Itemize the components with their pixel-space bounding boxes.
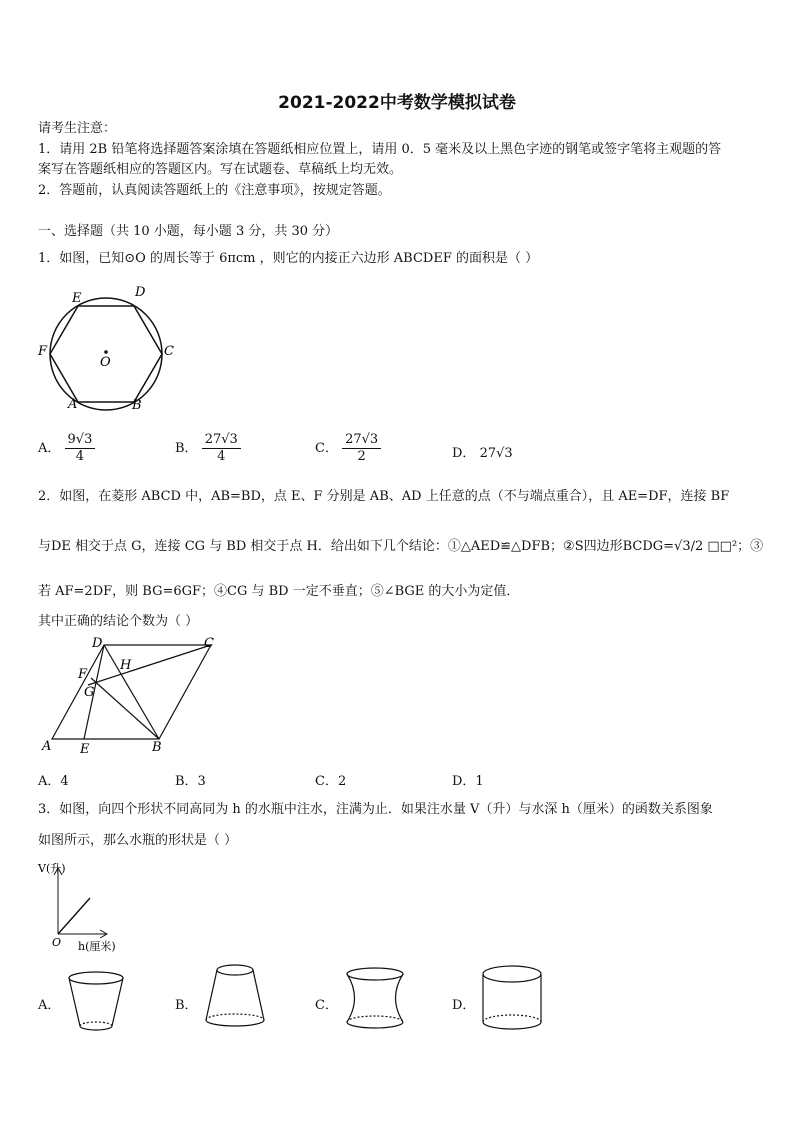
label-a: A: [68, 397, 78, 412]
label-g: G: [84, 685, 95, 700]
fraction: [202, 432, 241, 465]
label-o: O: [100, 355, 111, 370]
label-f: F: [78, 667, 88, 682]
hexagon-abcdef: [50, 306, 162, 402]
q2-option-d[interactable]: D．1: [452, 774, 484, 789]
q2-option-b[interactable]: B．3: [175, 774, 206, 789]
q3-option-a[interactable]: A．: [38, 998, 61, 1013]
label-e: E: [72, 291, 82, 306]
fraction: [65, 432, 96, 465]
label-a: A: [42, 739, 52, 754]
option-value: 27√3: [479, 446, 513, 461]
numerator: 9√3: [65, 432, 96, 449]
q1-option-a[interactable]: [38, 432, 95, 465]
circle-o: [50, 298, 162, 410]
bottle-a-icon: [64, 968, 128, 1038]
page-title: 2021-2022中考数学模拟试卷: [278, 93, 516, 113]
label-d: D: [92, 636, 103, 651]
q2-rhombus-figure: [36, 633, 226, 758]
center-point: [104, 350, 108, 354]
q2-option-c[interactable]: C．2: [315, 774, 347, 789]
option-letter: B．: [175, 441, 198, 456]
section-heading: 一、选择题（共 10 小题，每小题 3 分，共 30 分）: [38, 224, 339, 239]
label-e: E: [80, 742, 90, 757]
q3-line-1: 3．如图，向四个形状不同高同为 h 的水瓶中注水，注满为止．如果注水量 V（升）与水深 h（厘米）的函数关系图象: [38, 802, 713, 817]
label-d: D: [135, 285, 146, 300]
label-b: B: [152, 740, 162, 755]
notice-item-2: 2．答题前，认真阅读答题纸上的《注意事项》，按规定答题。: [38, 183, 391, 198]
diagonal-bd: [104, 645, 159, 739]
fraction: [342, 432, 381, 465]
q1-option-b[interactable]: [175, 432, 241, 465]
option-letter: D．: [452, 446, 476, 461]
q2-line-3: 若 AF=2DF，则 BG=6GF；④CG 与 BD 一定不垂直；⑤∠BGE 的大小为定值．: [38, 584, 520, 599]
numerator: 27√3: [202, 432, 241, 449]
label-h: H: [120, 658, 132, 673]
notice-heading: 请考生注意：: [38, 121, 117, 136]
q3-option-d[interactable]: D．: [452, 998, 476, 1013]
q1-option-c[interactable]: [315, 432, 381, 465]
origin-label: O: [52, 936, 62, 949]
label-b: B: [132, 398, 142, 413]
label-c: C: [164, 344, 174, 359]
notice-item-1-cont: 案写在答题纸相应的答题区内。写在试题卷、草稿纸上均无效。: [38, 162, 403, 177]
q3-volume-graph: [36, 858, 146, 958]
q1-option-d[interactable]: [452, 442, 513, 461]
q3-option-b[interactable]: B．: [175, 998, 198, 1013]
q3-option-c[interactable]: C．: [315, 998, 338, 1013]
q2-line-2: 与DE 相交于点 G，连接 CG 与 BD 相交于点 H．给出如下几个结论：①△AED≌△DFB；②S四边形BCDG=√3/2 □□²；③: [38, 539, 764, 554]
denominator: 4: [217, 449, 226, 464]
bottle-d-icon: [478, 962, 548, 1036]
q3-line-2: 如图所示，那么水瓶的形状是（ ）: [38, 833, 238, 848]
label-f: F: [38, 344, 48, 359]
denominator: 4: [75, 449, 85, 464]
y-axis-label: V(升): [38, 862, 66, 875]
x-axis-label: h(厘米): [78, 940, 116, 953]
bottle-b-icon: [202, 962, 268, 1034]
q2-line-1: 2．如图，在菱形 ABCD 中，AB=BD，点 E、F 分别是 AB、AD 上任意的点（不与端点重合），且 AE=DF，连接 BF: [38, 489, 730, 504]
segment-bf: [91, 678, 159, 739]
bottle-c-icon: [340, 964, 410, 1036]
q1-text: 1．如图，已知⊙O 的周长等于 6πcm ，则它的内接正六边形 ABCDEF 的面积是（ ）: [38, 251, 539, 266]
option-letter: C．: [315, 441, 338, 456]
q2-option-a[interactable]: A．4: [38, 774, 69, 789]
numerator: 27√3: [342, 432, 381, 449]
v-h-line: [58, 898, 90, 934]
denominator: 2: [357, 449, 366, 464]
q1-hexagon-figure: [34, 278, 184, 418]
q2-line-4: 其中正确的结论个数为（ ）: [38, 614, 199, 629]
notice-item-1: 1．请用 2B 铅笔将选择题答案涂填在答题纸相应位置上，请用 0．5 毫米及以上黑色字迹的钢笔或签字笔将主观题的答: [38, 142, 722, 157]
option-letter: A．: [38, 441, 61, 456]
label-c: C: [204, 636, 214, 651]
